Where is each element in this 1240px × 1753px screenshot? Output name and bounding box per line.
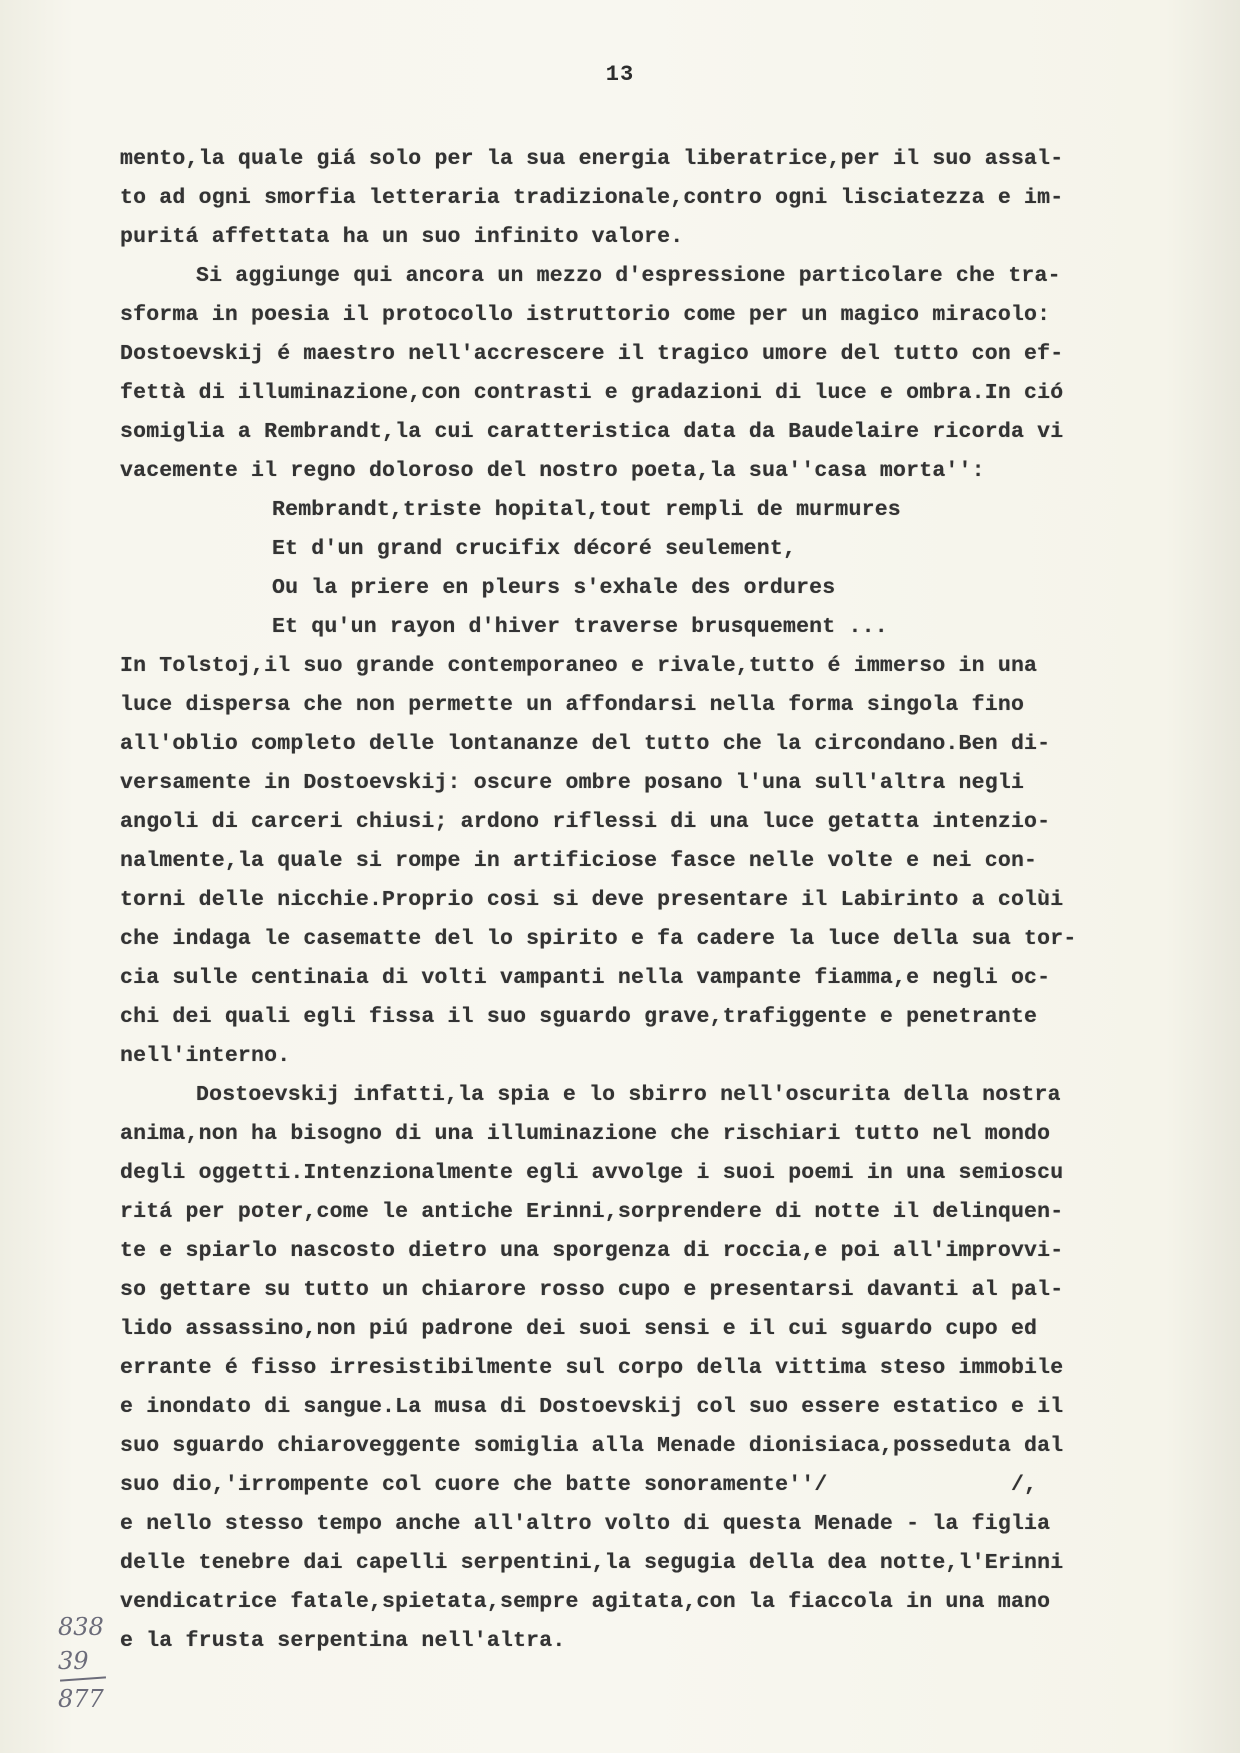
text-line: errante é fisso irresistibilmente sul corpo della vittima steso immobile [120,1356,1064,1380]
text-line: suo sguardo chiaroveggente somiglia alla Menade dionisiaca,posseduta dal [120,1434,1064,1458]
margin-note [58,1610,118,1716]
text-line: so gettare su tutto un chiarore rosso cupo e presentarsi davanti al pal- [120,1278,1064,1302]
text-line: torni delle nicchie.Proprio cosi si deve presentare il Labirinto a colùi [120,888,1064,912]
text-line: nalmente,la quale si rompe in artificiose fasce nelle volte e nei con- [120,849,1038,873]
text-line: Si aggiunge qui ancora un mezzo d'espressione particolare che tra- [196,264,1061,288]
margin-note-number: 39 [58,1647,89,1675]
margin-note-number: 838 [58,1613,104,1641]
text-line: luce dispersa che non permette un affondarsi nella forma singola fino [120,693,1025,717]
text-line: lido assassino,non piú padrone dei suoi sensi e il cui sguardo cupo ed [120,1317,1038,1341]
text-line: Dostoevskij infatti,la spia e lo sbirro nell'oscurita della nostra [196,1083,1061,1107]
text-line: versamente in Dostoevskij: oscure ombre posano l'una sull'altra negli [120,771,1025,795]
text-line: to ad ogni smorfia letteraria tradizionale,contro ogni lisciatezza e im- [120,186,1064,210]
text-line: somiglia a Rembrandt,la cui caratteristica data da Baudelaire ricorda vi [120,420,1064,444]
text-line: fettà di illuminazione,con contrasti e gradazioni di luce e ombra.In ció [120,381,1064,405]
text-line: suo dio,'irrompente col cuore che batte sonoramente''/ /, [120,1473,1038,1497]
verse-line: Rembrandt,triste hopital,tout rempli de murmures [272,498,901,522]
text-line: all'oblio completo delle lontananze del tutto che la circondano.Ben di- [120,732,1051,756]
page-number: 13 [605,62,635,87]
document-body [120,140,1205,1661]
verse-line: Et d'un grand crucifix décoré seulement, [272,537,797,561]
verse-line: Ou la priere en pleurs s'exhale des ordures [272,576,836,600]
text-line: che indaga le casematte del lo spirito e fa cadere la luce della sua tor- [120,927,1077,951]
text-line: puritá affettata ha un suo infinito valore. [120,225,684,249]
verse-line: Et qu'un rayon d'hiver traverse brusquement ... [272,615,888,639]
margin-note-number: 877 [58,1685,104,1713]
text-line: nell'interno. [120,1044,291,1068]
text-line: e la frusta serpentina nell'altra. [120,1629,566,1653]
text-line: sforma in poesia il protocollo istruttorio come per un magico miracolo: [120,303,1051,327]
text-line: In Tolstoj,il suo grande contemporaneo e rivale,tutto é immerso in una [120,654,1038,678]
text-line: e inondato di sangue.La musa di Dostoevskij col suo essere estatico e il [120,1395,1064,1419]
text-line: delle tenebre dai capelli serpentini,la segugia della dea notte,l'Erinni [120,1551,1064,1575]
text-line: Dostoevskij é maestro nell'accrescere il tragico umore del tutto con ef- [120,342,1064,366]
text-line: anima,non ha bisogno di una illuminazione che rischiari tutto nel mondo [120,1122,1051,1146]
text-line: te e spiarlo nascosto dietro una sporgenza di roccia,e poi all'improvvi- [120,1239,1064,1263]
text-line: e nello stesso tempo anche all'altro volto di questa Menade - la figlia [120,1512,1051,1536]
text-line: angoli di carceri chiusi; ardono riflessi di una luce getatta intenzio- [120,810,1051,834]
text-line: ritá per poter,come le antiche Erinni,sorprendere di notte il delinquen- [120,1200,1064,1224]
text-line: cia sulle centinaia di volti vampanti nella vampante fiamma,e negli oc- [120,966,1051,990]
text-line: mento,la quale giá solo per la sua energia liberatrice,per il suo assal- [120,147,1064,171]
text-line: chi dei quali egli fissa il suo sguardo grave,trafiggente e penetrante [120,1005,1038,1029]
text-line: vendicatrice fatale,spietata,sempre agitata,con la fiaccola in una mano [120,1590,1051,1614]
text-line: degli oggetti.Intenzionalmente egli avvolge i suoi poemi in una semioscu [120,1161,1064,1185]
text-line: vacemente il regno doloroso del nostro poeta,la sua''casa morta'': [120,459,985,483]
